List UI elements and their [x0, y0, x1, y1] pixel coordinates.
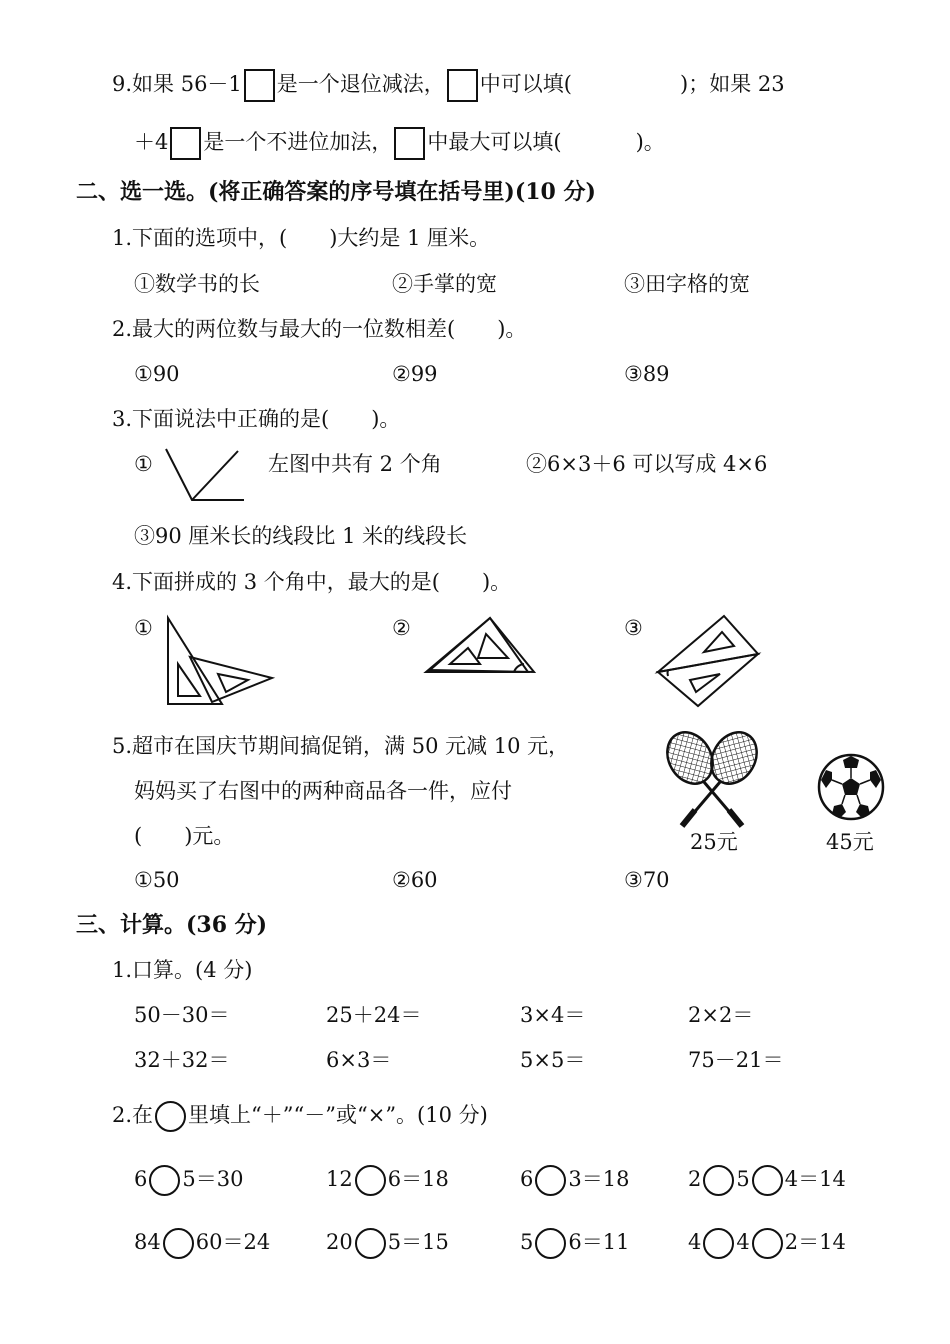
- q9-text: )；如果 23: [680, 72, 785, 96]
- operator-equation: [520, 1165, 629, 1196]
- angle-figure: [160, 445, 250, 505]
- operand: 60＝24: [195, 1230, 271, 1254]
- q9-text: 中最大可以填(: [427, 130, 562, 154]
- mental-math-item[interactable]: 75－21＝: [688, 1048, 784, 1072]
- s3-q2-title: [112, 1101, 488, 1132]
- operand: 5: [736, 1167, 750, 1191]
- operator-equation: [520, 1228, 629, 1259]
- operand: 2: [688, 1167, 702, 1191]
- s2-q3-option-3[interactable]: ③90 厘米长的线段比 1 米的线段长: [134, 524, 468, 548]
- s2-q4-label-3[interactable]: ③: [624, 616, 643, 640]
- mental-math-item[interactable]: 2×2＝: [688, 1003, 754, 1027]
- badminton-rackets-icon: [660, 728, 764, 828]
- operand: 6＝11: [568, 1230, 630, 1254]
- ball-price: 45元: [826, 830, 874, 854]
- s2-q2-option-1[interactable]: ①90: [134, 362, 180, 386]
- section3-title: 三、计算。(36 分): [76, 912, 268, 938]
- operand: 84: [134, 1230, 161, 1254]
- q9-text: 9.如果 56－1: [112, 72, 242, 96]
- s2-q3-option-1-number[interactable]: ①: [134, 452, 153, 476]
- operand: 6: [134, 1167, 148, 1191]
- answer-box[interactable]: [244, 69, 275, 102]
- s2-q5-option-2[interactable]: ②60: [392, 868, 438, 892]
- operand: 5＝30: [182, 1167, 244, 1191]
- s2-q1-stem: 1.下面的选项中，( )大约是 1 厘米。: [112, 226, 491, 250]
- answer-box[interactable]: [170, 127, 201, 160]
- mental-math-item[interactable]: 32＋32＝: [134, 1048, 230, 1072]
- s2-q3-option-1-text[interactable]: 左图中共有 2 个角: [268, 452, 442, 476]
- s2-q2-option-2[interactable]: ②99: [392, 362, 438, 386]
- operand: 3＝18: [568, 1167, 630, 1191]
- s2-q4-stem: 4.下面拼成的 3 个角中，最大的是( )。: [112, 570, 512, 594]
- s2-q4-label-1[interactable]: ①: [134, 616, 153, 640]
- s2-q2-stem: 2.最大的两位数与最大的一位数相差( )。: [112, 317, 527, 341]
- operator-circle[interactable]: [355, 1228, 386, 1259]
- racket-price: 25元: [690, 830, 738, 854]
- s2-q2-option-3[interactable]: ③89: [624, 362, 670, 386]
- s2-q1-option-2[interactable]: ②手掌的宽: [392, 272, 497, 296]
- q9-text: 是一个退位减法，: [276, 72, 445, 96]
- operator-equation: [134, 1165, 243, 1196]
- operator-equation: [688, 1228, 846, 1259]
- operator-circle[interactable]: [149, 1165, 180, 1196]
- angle-ray: [192, 451, 238, 500]
- s2-q4-label-2[interactable]: ②: [392, 616, 411, 640]
- operand: 12: [326, 1167, 353, 1191]
- s3-q2-title-pre: 2.在: [112, 1103, 154, 1127]
- mental-math-item[interactable]: 5×5＝: [520, 1048, 586, 1072]
- q9-text: 中可以填(: [479, 72, 572, 96]
- operand: 6＝18: [387, 1167, 449, 1191]
- s3-q2-title-post: 里填上“＋”“－”或“×”。(10 分): [188, 1103, 488, 1127]
- example-circle: [155, 1101, 186, 1132]
- operand: 4＝14: [784, 1167, 846, 1191]
- operator-circle[interactable]: [703, 1228, 734, 1259]
- mental-math-item[interactable]: 50－30＝: [134, 1003, 230, 1027]
- operator-circle[interactable]: [752, 1165, 783, 1196]
- s2-q3-stem: 3.下面说法中正确的是( )。: [112, 407, 401, 431]
- section2-title: 二、选一选。(将正确答案的序号填在括号里)(10 分): [76, 179, 596, 205]
- set-square-figure-1: [160, 612, 280, 712]
- s2-q5-line-3: ( )元。: [134, 824, 235, 848]
- operator-circle[interactable]: [703, 1165, 734, 1196]
- q9-text: ＋4: [134, 130, 169, 154]
- operand: 4: [688, 1230, 702, 1254]
- q9-line1: [112, 69, 785, 102]
- operator-circle[interactable]: [535, 1165, 566, 1196]
- s2-q1-option-3[interactable]: ③田字格的宽: [624, 272, 750, 296]
- operator-equation: [326, 1165, 449, 1196]
- operator-circle[interactable]: [752, 1228, 783, 1259]
- operator-equation: [134, 1228, 270, 1259]
- answer-box[interactable]: [447, 69, 478, 102]
- answer-box[interactable]: [394, 127, 425, 160]
- q9-text: 是一个不进位加法，: [203, 130, 393, 154]
- s2-q5-option-1[interactable]: ①50: [134, 868, 180, 892]
- operator-equation: [326, 1228, 449, 1259]
- mental-math-item[interactable]: 3×4＝: [520, 1003, 586, 1027]
- operand: 2＝14: [784, 1230, 846, 1254]
- s2-q3-option-2[interactable]: ②6×3＋6 可以写成 4×6: [526, 452, 768, 476]
- operator-equation: [688, 1165, 846, 1196]
- operator-circle[interactable]: [163, 1228, 194, 1259]
- s2-q1-option-1[interactable]: ①数学书的长: [134, 272, 260, 296]
- s2-q5-option-3[interactable]: ③70: [624, 868, 670, 892]
- operand: 5: [520, 1230, 534, 1254]
- q9-line2: [134, 127, 665, 160]
- mental-math-item[interactable]: 6×3＝: [326, 1048, 392, 1072]
- set-square-figure-2: [420, 612, 540, 680]
- s2-q5-line-2: 妈妈买了右图中的两种商品各一件，应付: [134, 779, 512, 803]
- operator-circle[interactable]: [355, 1165, 386, 1196]
- soccer-ball-icon: [816, 752, 886, 822]
- operand: 4: [736, 1230, 750, 1254]
- mental-math-item[interactable]: 25＋24＝: [326, 1003, 422, 1027]
- operand: 20: [326, 1230, 353, 1254]
- operand: 5＝15: [387, 1230, 449, 1254]
- q9-text: )。: [635, 130, 665, 154]
- s2-q5-line-1: 5.超市在国庆节期间搞促销，满 50 元减 10 元，: [112, 734, 570, 758]
- operator-circle[interactable]: [535, 1228, 566, 1259]
- set-square-figure-3: [654, 612, 764, 712]
- operand: 6: [520, 1167, 534, 1191]
- s3-q1-title: 1.口算。(4 分): [112, 958, 253, 982]
